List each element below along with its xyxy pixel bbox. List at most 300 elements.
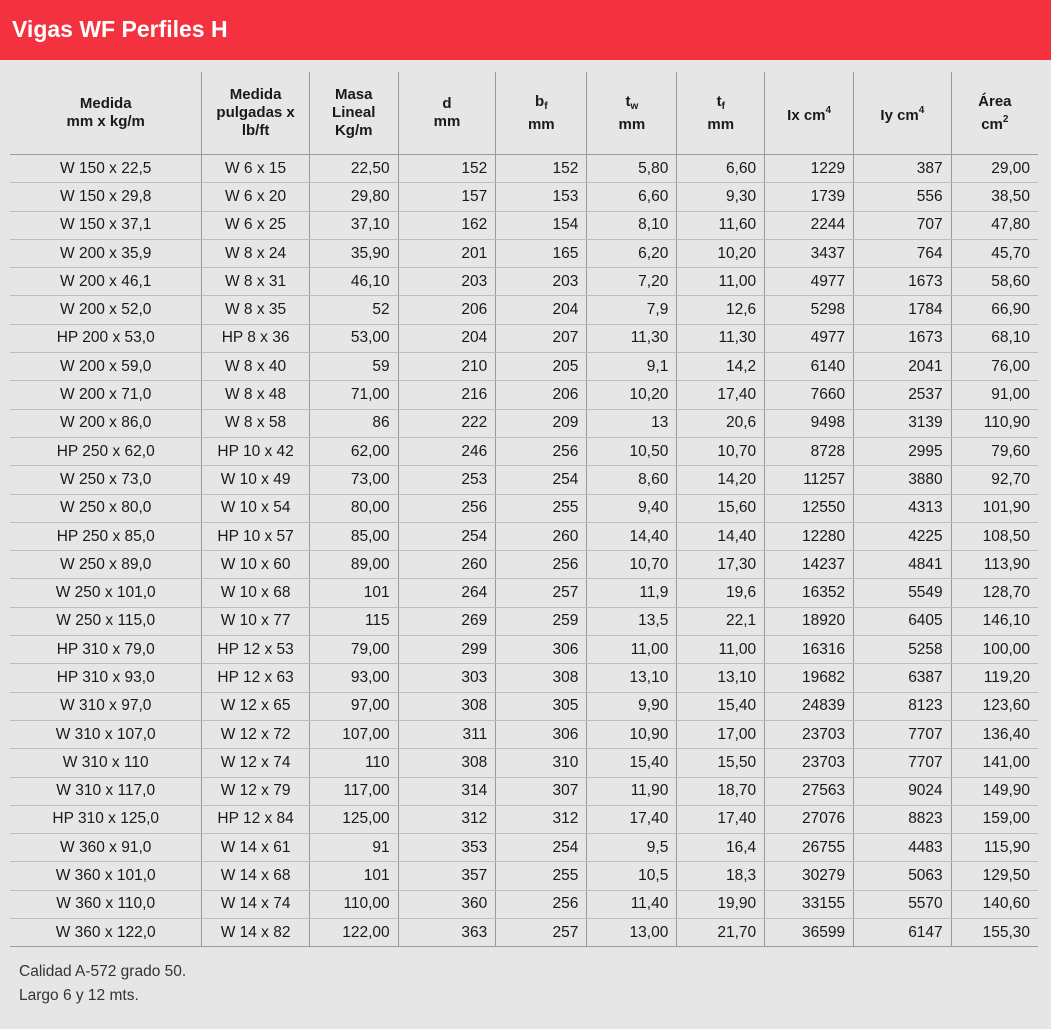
cell-masa-lineal: 71,00 [309, 381, 398, 409]
cell-medida-mm: W 250 x 101,0 [10, 579, 202, 607]
cell-medida-mm: W 250 x 115,0 [10, 607, 202, 635]
cell-iy: 2995 [854, 437, 952, 465]
cell-medida-pulgadas: W 6 x 25 [202, 211, 309, 239]
cell-bf: 310 [496, 749, 587, 777]
table-row [10, 466, 1038, 494]
beam-spec-table [10, 72, 1038, 947]
cell-masa-lineal: 37,10 [309, 211, 398, 239]
cell-tf: 9,30 [677, 183, 765, 211]
cell-medida-mm: W 250 x 73,0 [10, 466, 202, 494]
cell-medida-mm: HP 310 x 79,0 [10, 636, 202, 664]
cell-tw: 6,20 [587, 239, 677, 267]
header-medida-mm: Medida mm x kg/m [10, 72, 202, 155]
cell-ix: 9498 [765, 409, 854, 437]
cell-tf: 17,30 [677, 551, 765, 579]
cell-d: 264 [398, 579, 496, 607]
cell-bf: 306 [496, 636, 587, 664]
cell-d: 363 [398, 919, 496, 947]
cell-medida-pulgadas: W 10 x 77 [202, 607, 309, 635]
cell-tw: 10,90 [587, 720, 677, 748]
cell-bf: 308 [496, 664, 587, 692]
cell-d: 203 [398, 268, 496, 296]
cell-medida-pulgadas: W 12 x 65 [202, 692, 309, 720]
table-row [10, 834, 1038, 862]
cell-tw: 13,10 [587, 664, 677, 692]
note-calidad: Calidad A-572 grado 50. [19, 963, 187, 980]
cell-masa-lineal: 122,00 [309, 919, 398, 947]
cell-ix: 16316 [765, 636, 854, 664]
table-row [10, 777, 1038, 805]
cell-tf: 19,6 [677, 579, 765, 607]
cell-bf: 204 [496, 296, 587, 324]
cell-tf: 10,20 [677, 239, 765, 267]
cell-tf: 6,60 [677, 155, 765, 183]
cell-medida-pulgadas: W 14 x 61 [202, 834, 309, 862]
cell-medida-pulgadas: HP 10 x 42 [202, 437, 309, 465]
cell-tf: 17,40 [677, 381, 765, 409]
cell-area: 136,40 [951, 720, 1038, 748]
cell-medida-pulgadas: W 12 x 72 [202, 720, 309, 748]
cell-tf: 12,6 [677, 296, 765, 324]
cell-tw: 9,40 [587, 494, 677, 522]
cell-iy: 6405 [854, 607, 952, 635]
note-largo: Largo 6 y 12 mts. [19, 987, 139, 1004]
cell-iy: 5258 [854, 636, 952, 664]
cell-medida-pulgadas: W 12 x 74 [202, 749, 309, 777]
cell-tw: 13 [587, 409, 677, 437]
cell-iy: 3880 [854, 466, 952, 494]
table-row [10, 636, 1038, 664]
cell-area: 110,90 [951, 409, 1038, 437]
cell-medida-pulgadas: W 12 x 79 [202, 777, 309, 805]
cell-masa-lineal: 93,00 [309, 664, 398, 692]
cell-masa-lineal: 79,00 [309, 636, 398, 664]
cell-masa-lineal: 117,00 [309, 777, 398, 805]
cell-medida-pulgadas: W 8 x 40 [202, 353, 309, 381]
cell-masa-lineal: 86 [309, 409, 398, 437]
cell-tf: 20,6 [677, 409, 765, 437]
cell-masa-lineal: 53,00 [309, 324, 398, 352]
cell-iy: 387 [854, 155, 952, 183]
table-row [10, 720, 1038, 748]
header-masa-lineal: Masa Lineal Kg/m [309, 72, 398, 155]
header-tw: $t_w$ mm [587, 72, 677, 155]
cell-iy: 1673 [854, 268, 952, 296]
cell-masa-lineal: 59 [309, 353, 398, 381]
cell-d: 256 [398, 494, 496, 522]
cell-tf: 21,70 [677, 919, 765, 947]
cell-medida-mm: W 200 x 35,9 [10, 239, 202, 267]
cell-d: 162 [398, 211, 496, 239]
cell-medida-mm: W 150 x 22,5 [10, 155, 202, 183]
cell-tw: 5,80 [587, 155, 677, 183]
cell-tw: 11,30 [587, 324, 677, 352]
cell-area: 101,90 [951, 494, 1038, 522]
cell-bf: 254 [496, 466, 587, 494]
cell-area: 128,70 [951, 579, 1038, 607]
table-row [10, 239, 1038, 267]
cell-area: 149,90 [951, 777, 1038, 805]
cell-ix: 30279 [765, 862, 854, 890]
cell-ix: 4977 [765, 268, 854, 296]
table-row [10, 579, 1038, 607]
cell-bf: 154 [496, 211, 587, 239]
cell-masa-lineal: 89,00 [309, 551, 398, 579]
table-row [10, 692, 1038, 720]
cell-masa-lineal: 46,10 [309, 268, 398, 296]
cell-medida-pulgadas: HP 10 x 57 [202, 522, 309, 550]
cell-area: 140,60 [951, 890, 1038, 918]
cell-medida-pulgadas: W 8 x 58 [202, 409, 309, 437]
cell-iy: 764 [854, 239, 952, 267]
cell-iy: 4841 [854, 551, 952, 579]
cell-medida-mm: W 360 x 91,0 [10, 834, 202, 862]
cell-d: 246 [398, 437, 496, 465]
cell-iy: 4483 [854, 834, 952, 862]
cell-iy: 9024 [854, 777, 952, 805]
cell-d: 311 [398, 720, 496, 748]
cell-tf: 13,10 [677, 664, 765, 692]
cell-ix: 24839 [765, 692, 854, 720]
cell-bf: 306 [496, 720, 587, 748]
cell-iy: 5063 [854, 862, 952, 890]
cell-bf: 256 [496, 551, 587, 579]
cell-medida-mm: W 200 x 59,0 [10, 353, 202, 381]
cell-tw: 8,10 [587, 211, 677, 239]
table-row [10, 919, 1038, 947]
cell-medida-pulgadas: W 8 x 24 [202, 239, 309, 267]
table-body [10, 155, 1038, 947]
cell-d: 360 [398, 890, 496, 918]
cell-bf: 207 [496, 324, 587, 352]
cell-iy: 8823 [854, 805, 952, 833]
cell-medida-mm: HP 310 x 125,0 [10, 805, 202, 833]
cell-medida-mm: W 150 x 29,8 [10, 183, 202, 211]
cell-area: 29,00 [951, 155, 1038, 183]
cell-ix: 27076 [765, 805, 854, 833]
cell-medida-mm: W 200 x 52,0 [10, 296, 202, 324]
cell-medida-mm: W 310 x 107,0 [10, 720, 202, 748]
cell-bf: 255 [496, 862, 587, 890]
cell-medida-pulgadas: W 8 x 31 [202, 268, 309, 296]
cell-ix: 27563 [765, 777, 854, 805]
table-row [10, 324, 1038, 352]
cell-iy: 2537 [854, 381, 952, 409]
cell-medida-pulgadas: W 10 x 60 [202, 551, 309, 579]
cell-medida-pulgadas: HP 12 x 63 [202, 664, 309, 692]
cell-d: 254 [398, 522, 496, 550]
cell-iy: 707 [854, 211, 952, 239]
table-row [10, 551, 1038, 579]
cell-ix: 6140 [765, 353, 854, 381]
cell-tf: 17,00 [677, 720, 765, 748]
cell-medida-mm: HP 250 x 85,0 [10, 522, 202, 550]
cell-tf: 11,60 [677, 211, 765, 239]
cell-tw: 17,40 [587, 805, 677, 833]
cell-ix: 26755 [765, 834, 854, 862]
cell-ix: 3437 [765, 239, 854, 267]
cell-medida-pulgadas: W 10 x 49 [202, 466, 309, 494]
cell-tw: 9,5 [587, 834, 677, 862]
cell-tf: 11,00 [677, 268, 765, 296]
table-row [10, 211, 1038, 239]
cell-masa-lineal: 52 [309, 296, 398, 324]
cell-d: 303 [398, 664, 496, 692]
cell-d: 299 [398, 636, 496, 664]
cell-bf: 153 [496, 183, 587, 211]
cell-tw: 14,40 [587, 522, 677, 550]
cell-iy: 556 [854, 183, 952, 211]
cell-bf: 209 [496, 409, 587, 437]
cell-tf: 15,50 [677, 749, 765, 777]
cell-tw: 10,5 [587, 862, 677, 890]
cell-tf: 16,4 [677, 834, 765, 862]
cell-area: 47,80 [951, 211, 1038, 239]
table-row [10, 155, 1038, 183]
cell-tf: 19,90 [677, 890, 765, 918]
cell-bf: 256 [496, 437, 587, 465]
cell-tw: 9,90 [587, 692, 677, 720]
cell-d: 157 [398, 183, 496, 211]
cell-medida-mm: W 250 x 89,0 [10, 551, 202, 579]
cell-area: 115,90 [951, 834, 1038, 862]
cell-area: 38,50 [951, 183, 1038, 211]
cell-ix: 23703 [765, 720, 854, 748]
cell-ix: 4977 [765, 324, 854, 352]
cell-iy: 7707 [854, 749, 952, 777]
cell-bf: 257 [496, 579, 587, 607]
cell-bf: 307 [496, 777, 587, 805]
cell-bf: 256 [496, 890, 587, 918]
cell-d: 201 [398, 239, 496, 267]
table-row [10, 494, 1038, 522]
cell-ix: 18920 [765, 607, 854, 635]
cell-d: 269 [398, 607, 496, 635]
cell-ix: 36599 [765, 919, 854, 947]
cell-d: 152 [398, 155, 496, 183]
cell-area: 159,00 [951, 805, 1038, 833]
cell-area: 45,70 [951, 239, 1038, 267]
table-row [10, 749, 1038, 777]
table-row [10, 890, 1038, 918]
cell-bf: 254 [496, 834, 587, 862]
cell-masa-lineal: 35,90 [309, 239, 398, 267]
cell-masa-lineal: 101 [309, 862, 398, 890]
cell-tf: 17,40 [677, 805, 765, 833]
cell-tw: 10,50 [587, 437, 677, 465]
cell-masa-lineal: 97,00 [309, 692, 398, 720]
table-row [10, 381, 1038, 409]
cell-medida-mm: W 360 x 122,0 [10, 919, 202, 947]
cell-tf: 18,3 [677, 862, 765, 890]
cell-medida-pulgadas: W 6 x 15 [202, 155, 309, 183]
cell-masa-lineal: 101 [309, 579, 398, 607]
cell-iy: 5570 [854, 890, 952, 918]
cell-iy: 5549 [854, 579, 952, 607]
cell-ix: 8728 [765, 437, 854, 465]
cell-bf: 165 [496, 239, 587, 267]
cell-area: 91,00 [951, 381, 1038, 409]
header-area: Área $cm^2$ [951, 72, 1038, 155]
cell-tf: 10,70 [677, 437, 765, 465]
cell-masa-lineal: 91 [309, 834, 398, 862]
cell-masa-lineal: 115 [309, 607, 398, 635]
cell-masa-lineal: 85,00 [309, 522, 398, 550]
cell-tf: 11,30 [677, 324, 765, 352]
cell-medida-pulgadas: HP 12 x 53 [202, 636, 309, 664]
cell-medida-pulgadas: W 14 x 82 [202, 919, 309, 947]
cell-medida-mm: W 200 x 86,0 [10, 409, 202, 437]
cell-tf: 15,60 [677, 494, 765, 522]
cell-masa-lineal: 110,00 [309, 890, 398, 918]
cell-tf: 14,20 [677, 466, 765, 494]
cell-medida-pulgadas: W 10 x 54 [202, 494, 309, 522]
cell-d: 222 [398, 409, 496, 437]
cell-area: 146,10 [951, 607, 1038, 635]
cell-area: 129,50 [951, 862, 1038, 890]
cell-tw: 11,9 [587, 579, 677, 607]
cell-tf: 11,00 [677, 636, 765, 664]
cell-ix: 1739 [765, 183, 854, 211]
cell-medida-pulgadas: HP 12 x 84 [202, 805, 309, 833]
cell-ix: 5298 [765, 296, 854, 324]
cell-masa-lineal: 62,00 [309, 437, 398, 465]
cell-medida-pulgadas: HP 8 x 36 [202, 324, 309, 352]
table-row [10, 805, 1038, 833]
cell-tw: 13,00 [587, 919, 677, 947]
cell-area: 119,20 [951, 664, 1038, 692]
cell-masa-lineal: 125,00 [309, 805, 398, 833]
cell-area: 79,60 [951, 437, 1038, 465]
header-d: d mm [398, 72, 496, 155]
header-tf: $t_f$ mm [677, 72, 765, 155]
cell-area: 123,60 [951, 692, 1038, 720]
cell-ix: 2244 [765, 211, 854, 239]
cell-area: 68,10 [951, 324, 1038, 352]
cell-medida-mm: W 150 x 37,1 [10, 211, 202, 239]
table-row [10, 607, 1038, 635]
cell-tw: 11,40 [587, 890, 677, 918]
cell-medida-pulgadas: W 8 x 35 [202, 296, 309, 324]
cell-medida-pulgadas: W 14 x 68 [202, 862, 309, 890]
table-row [10, 268, 1038, 296]
cell-area: 58,60 [951, 268, 1038, 296]
cell-tf: 14,40 [677, 522, 765, 550]
cell-iy: 1673 [854, 324, 952, 352]
cell-masa-lineal: 22,50 [309, 155, 398, 183]
cell-tf: 14,2 [677, 353, 765, 381]
table-row [10, 437, 1038, 465]
cell-medida-mm: W 250 x 80,0 [10, 494, 202, 522]
cell-bf: 203 [496, 268, 587, 296]
cell-area: 155,30 [951, 919, 1038, 947]
table-row [10, 862, 1038, 890]
cell-iy: 4225 [854, 522, 952, 550]
cell-medida-mm: W 310 x 97,0 [10, 692, 202, 720]
cell-iy: 8123 [854, 692, 952, 720]
cell-d: 357 [398, 862, 496, 890]
cell-bf: 305 [496, 692, 587, 720]
cell-tf: 22,1 [677, 607, 765, 635]
cell-area: 141,00 [951, 749, 1038, 777]
cell-medida-mm: W 360 x 101,0 [10, 862, 202, 890]
cell-tw: 7,20 [587, 268, 677, 296]
cell-d: 308 [398, 692, 496, 720]
header-medida-pulgadas: Medida pulgadas x lb/ft [202, 72, 309, 155]
cell-bf: 205 [496, 353, 587, 381]
cell-masa-lineal: 107,00 [309, 720, 398, 748]
page-title: Vigas WF Perfiles H [0, 0, 1051, 60]
cell-ix: 23703 [765, 749, 854, 777]
table-row [10, 664, 1038, 692]
cell-tf: 18,70 [677, 777, 765, 805]
cell-bf: 259 [496, 607, 587, 635]
cell-area: 108,50 [951, 522, 1038, 550]
cell-ix: 12550 [765, 494, 854, 522]
cell-d: 308 [398, 749, 496, 777]
cell-ix: 16352 [765, 579, 854, 607]
cell-tw: 9,1 [587, 353, 677, 381]
cell-medida-pulgadas: W 8 x 48 [202, 381, 309, 409]
cell-bf: 206 [496, 381, 587, 409]
cell-tw: 8,60 [587, 466, 677, 494]
cell-medida-pulgadas: W 10 x 68 [202, 579, 309, 607]
cell-ix: 14237 [765, 551, 854, 579]
cell-medida-mm: W 360 x 110,0 [10, 890, 202, 918]
cell-tw: 11,00 [587, 636, 677, 664]
cell-tw: 10,70 [587, 551, 677, 579]
cell-d: 210 [398, 353, 496, 381]
cell-d: 353 [398, 834, 496, 862]
table-row [10, 296, 1038, 324]
cell-tw: 7,9 [587, 296, 677, 324]
cell-masa-lineal: 110 [309, 749, 398, 777]
cell-area: 66,90 [951, 296, 1038, 324]
table-row [10, 353, 1038, 381]
cell-medida-mm: W 200 x 71,0 [10, 381, 202, 409]
cell-ix: 7660 [765, 381, 854, 409]
header-ix: Ix $cm^4$ [765, 72, 854, 155]
cell-bf: 255 [496, 494, 587, 522]
header-iy: Iy $cm^4$ [854, 72, 952, 155]
cell-tw: 10,20 [587, 381, 677, 409]
cell-medida-pulgadas: W 6 x 20 [202, 183, 309, 211]
cell-bf: 312 [496, 805, 587, 833]
cell-bf: 257 [496, 919, 587, 947]
cell-masa-lineal: 80,00 [309, 494, 398, 522]
cell-d: 206 [398, 296, 496, 324]
cell-tw: 6,60 [587, 183, 677, 211]
table-row [10, 522, 1038, 550]
cell-medida-mm: HP 250 x 62,0 [10, 437, 202, 465]
table-header [10, 72, 1038, 155]
cell-ix: 1229 [765, 155, 854, 183]
cell-d: 312 [398, 805, 496, 833]
cell-iy: 7707 [854, 720, 952, 748]
cell-iy: 3139 [854, 409, 952, 437]
table-row [10, 409, 1038, 437]
cell-ix: 19682 [765, 664, 854, 692]
cell-area: 100,00 [951, 636, 1038, 664]
cell-iy: 6147 [854, 919, 952, 947]
cell-d: 314 [398, 777, 496, 805]
cell-medida-mm: HP 310 x 93,0 [10, 664, 202, 692]
cell-d: 260 [398, 551, 496, 579]
header-bf: $b_f$ mm [496, 72, 587, 155]
cell-bf: 260 [496, 522, 587, 550]
cell-tf: 15,40 [677, 692, 765, 720]
cell-ix: 12280 [765, 522, 854, 550]
